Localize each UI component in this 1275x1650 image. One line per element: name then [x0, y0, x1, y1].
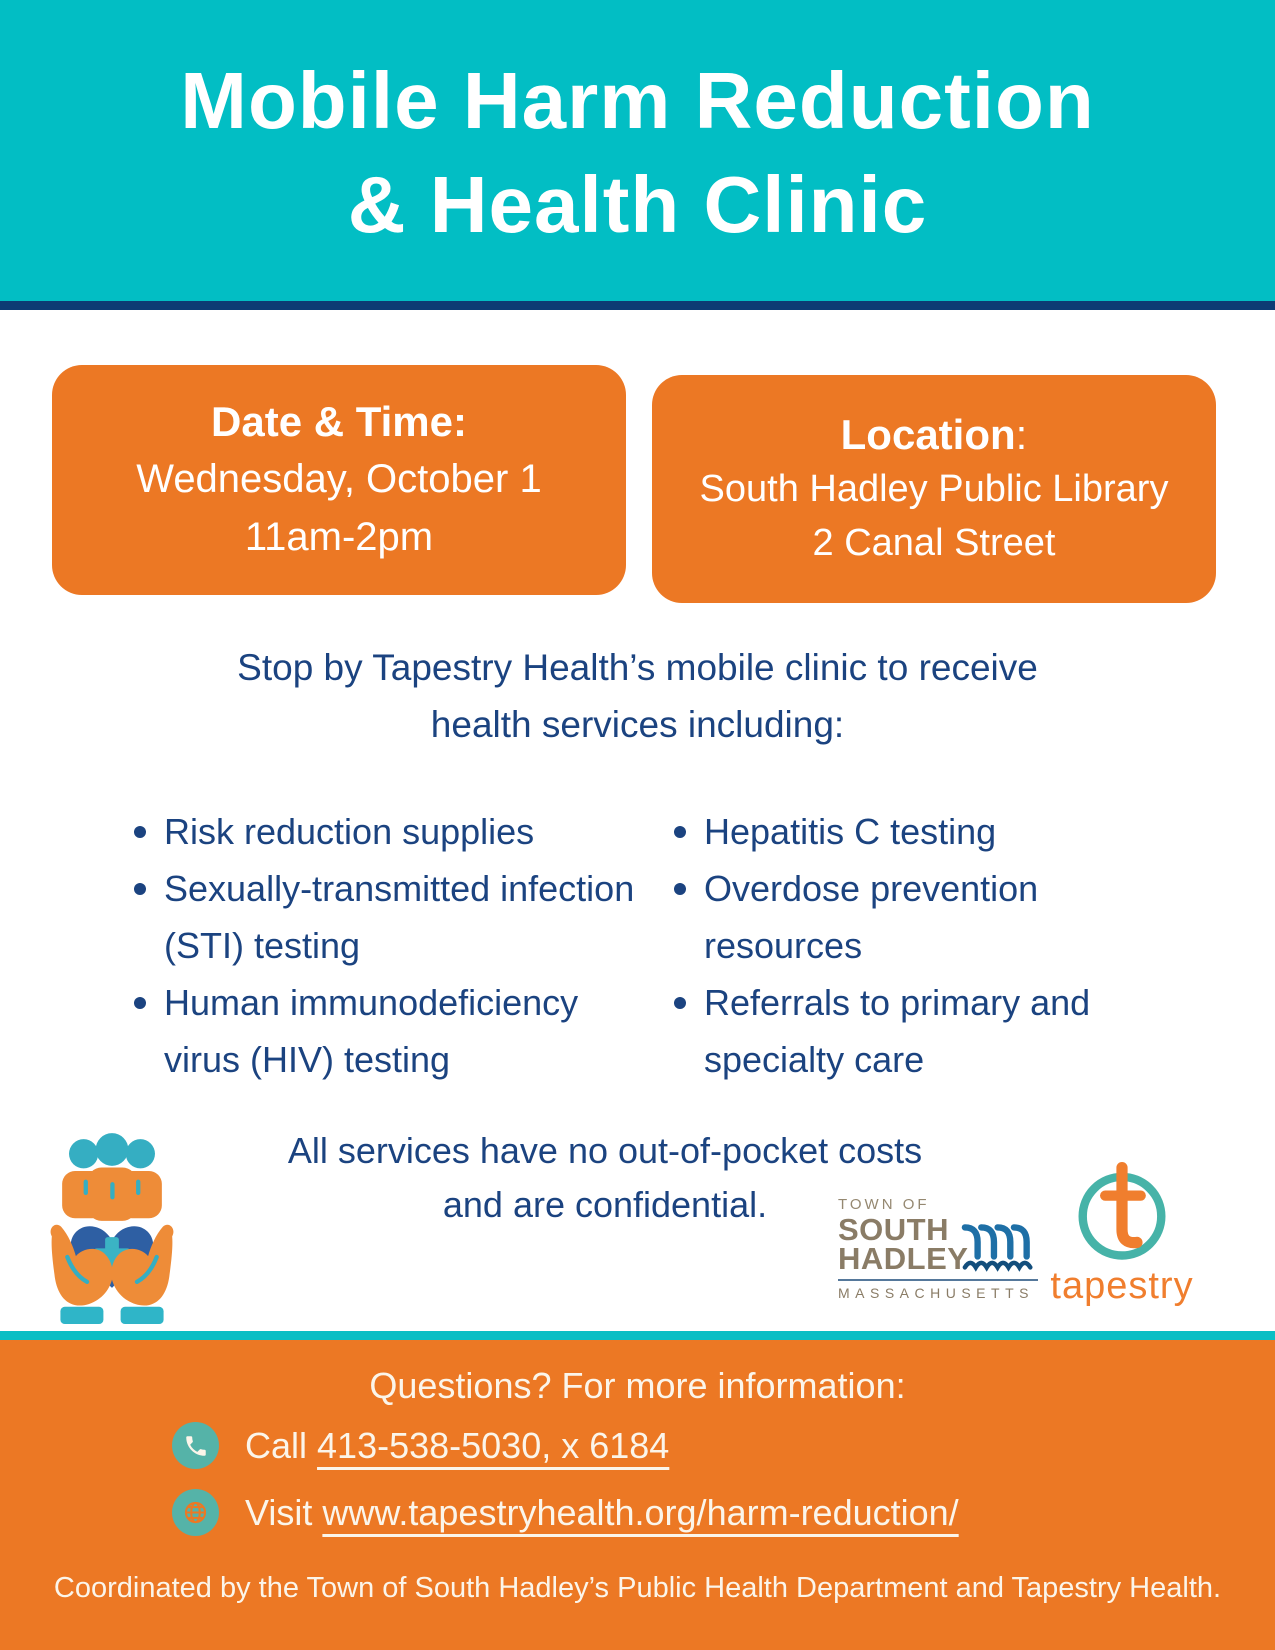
- service-item: Sexually-transmitted infection (STI) testing: [128, 860, 640, 974]
- website-row: [172, 1489, 1275, 1536]
- phone-row: [172, 1422, 1275, 1469]
- coordination-note: Coordinated by the Town of South Hadley’s Public Health Department and Tapestry Health.: [53, 1572, 1222, 1604]
- tapestry-wordmark: tapestry: [1050, 1265, 1194, 1307]
- location-name: South Hadley Public Library: [699, 468, 1169, 511]
- footer: [0, 1331, 1275, 1650]
- call-prefix: Call: [245, 1424, 318, 1466]
- page-title-line-1: Mobile Harm Reduction: [180, 55, 1095, 145]
- footer-heading: Questions? For more information:: [369, 1365, 906, 1406]
- phone-link[interactable]: 413-538-5030, x 6184: [317, 1424, 670, 1466]
- website-link[interactable]: www.tapestryhealth.org/harm-reduction/: [322, 1491, 959, 1533]
- south-hadley-logo: [838, 1196, 1038, 1301]
- intro-line-1: Stop by Tapestry Health’s mobile clinic to receive: [237, 647, 1038, 688]
- south-hadley-name-line: HADLEY: [838, 1241, 969, 1277]
- waterfall-icon: [954, 1217, 1038, 1276]
- tapestry-logo: [1042, 1162, 1202, 1305]
- intro-line-2: health services including:: [430, 704, 845, 745]
- south-hadley-logo-text: [838, 1196, 969, 1277]
- datetime-heading: Date & Time:: [211, 397, 467, 445]
- services-lists: [0, 803, 1275, 1088]
- footer-teal-strip: [0, 1331, 1275, 1340]
- location-card: [652, 375, 1216, 603]
- location-heading: [841, 407, 1028, 464]
- intro-text: [0, 639, 1275, 753]
- services-list-left: [128, 803, 640, 1088]
- divider-line: [0, 301, 1275, 310]
- page-title-line-2: & Health Clinic: [347, 159, 928, 249]
- tapestry-monogram-icon: [1075, 1162, 1169, 1263]
- visit-prefix: Visit: [245, 1491, 323, 1533]
- service-item: Human immunodeficiency virus (HIV) testing: [128, 974, 640, 1088]
- website-text: [245, 1492, 959, 1534]
- contact-rows: [172, 1422, 1275, 1536]
- phone-icon: [172, 1422, 219, 1469]
- location-heading-word: Location: [840, 410, 1016, 458]
- south-hadley-state: MASSACHUSETTS: [838, 1284, 1034, 1301]
- service-item: Risk reduction supplies: [128, 803, 640, 860]
- south-hadley-name-line: SOUTH: [838, 1212, 949, 1247]
- info-boxes-row: [0, 310, 1275, 603]
- service-item: Hepatitis C testing: [668, 803, 1138, 860]
- datetime-card: [52, 365, 626, 595]
- south-hadley-rule: [838, 1279, 1038, 1281]
- phone-text: [245, 1425, 669, 1467]
- location-address: 2 Canal Street: [812, 522, 1056, 565]
- service-item: Overdose prevention resources: [668, 860, 1138, 974]
- header-banner: [0, 0, 1275, 301]
- note-line-2: and are confidential.: [442, 1184, 768, 1225]
- globe-icon: [172, 1489, 219, 1536]
- south-hadley-town-of: TOWN OF: [838, 1196, 930, 1213]
- location-heading-colon: :: [1015, 410, 1028, 458]
- service-item: Referrals to primary and specialty care: [668, 974, 1138, 1088]
- services-list-right: [668, 803, 1138, 1088]
- hands-holding-heart-icon: [26, 1128, 198, 1324]
- datetime-date: Wednesday, October 1: [136, 457, 542, 502]
- datetime-hours: 11am-2pm: [244, 515, 434, 560]
- south-hadley-logo-top: [838, 1196, 1038, 1277]
- footer-body: [0, 1340, 1275, 1650]
- note-line-1: All services have no out-of-pocket costs: [287, 1130, 923, 1171]
